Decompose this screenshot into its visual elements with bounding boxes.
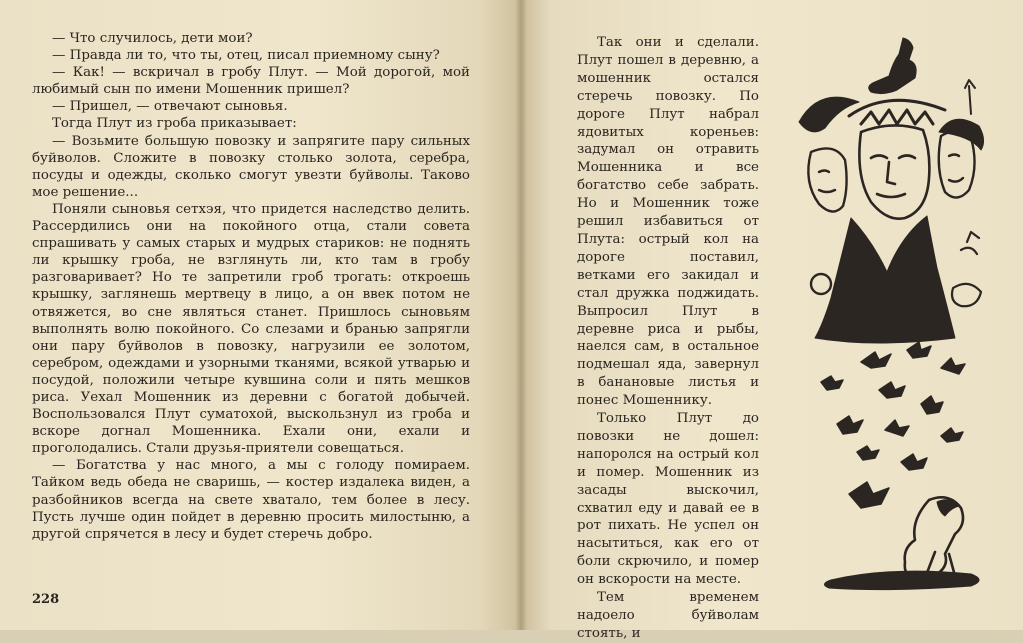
top-figure-icon xyxy=(869,38,916,94)
left-page xyxy=(0,0,521,630)
robe-icon xyxy=(815,216,955,343)
central-face-icon xyxy=(859,125,929,218)
paragraph: — Что случилось, дети мои? xyxy=(52,31,253,46)
illustration-ink-drawing xyxy=(791,32,1001,592)
page-number: 228 xyxy=(32,592,60,607)
book-gutter xyxy=(515,0,527,630)
left-face-icon xyxy=(808,148,846,211)
paragraph: Тем временем надоело буйволам стоять, и xyxy=(577,590,759,641)
paragraph: Так они и сделали. Плут пошел в деревню, а мошенник остался стеречь повозку. По дороге Плут набрал ядовитых кореньев: задумал он отравить Мошенника и все богатство себе забрать. Но и Мошенник тоже решил избавиться от Плута: острый кол на дороге поставил, ветками его закидал и стал дружка поджидать. Выпросил Плут в деревне риса и рыбы, наелся сам, в остальное подмешал яда, завернул в банановые листья и понес Мошеннику. xyxy=(577,35,759,409)
skull-icon xyxy=(811,274,831,294)
paragraph: — Богатства у нас много, а мы с голоду помираем. Тайком ведь обеда не сваришь, — костер издалека виден, а разбойников всегда на свете хватало, тем более в лесу. Пусть лучше один пойдет в деревню просить милостыню, а другой спрячется в лесу и будет стеречь добро. xyxy=(32,458,470,542)
right-page xyxy=(521,0,1023,641)
left-page-text xyxy=(32,30,470,543)
paragraph: Поняли сыновья сетхэя, что придется наследство делить. Рассердились они на покойного отца, стали совета спрашивать у самых старых и мудрых стариков: не поднять ли крышку гроба, не взглянуть ли, кто там в гробу разговаривает? Но те запретили гроб трогать: откроешь крышку, заглянешь мертвецу в лицо, а он ввек потом не отвяжется, во сне являться станет. Пришлось сыновьям выполнять волю покойного. Со слезами и бранью запрягли они пару буйволов в повозку, нагрузили ее золотом, серебром, одеждами и узорными тканями, всякой утварью и посудой, положили четыре кувшина соли и пять мешков риса. Уехал Мошенник из деревни с богатой добычей. Воспользовался Плут суматохой, выскользнул из гроба и вскоре догнал Мошенника. Ехали они, ехали и проголодались. Стали друзья-приятели совещаться. xyxy=(32,201,470,457)
ground-shadow xyxy=(824,571,979,590)
paragraph: Тогда Плут из гроба приказывает: xyxy=(52,116,297,132)
paragraph: — Как! — вскричал в гробу Плут. — Мой дорогой, мой любимый сын по имени Мошенник пришел? xyxy=(32,65,470,98)
right-page-text xyxy=(577,34,759,643)
headdress-icon xyxy=(849,100,945,124)
paragraph: Только Плут до повозки не дошел: напоролся на острый кол и помер. Мошенник из засады выскочил, схватил еду и давай ее в рот пихать. Не успел он насытиться, как его от боли скрючило, и помер он вскорости на месте. xyxy=(577,411,759,588)
paragraph: — Возьмите большую повозку и запрягите пару сильных буйволов. Сложите в повозку столько золота, серебра, посуды и одежды, сколько смогут увезти буйволы. Таково мое решение... xyxy=(32,133,470,200)
right-face-icon xyxy=(939,131,975,197)
crows-icon xyxy=(821,342,965,508)
paragraph: — Правда ли то, что ты, отец, писал приемному сыну? xyxy=(52,48,440,64)
paragraph: — Пришел, — отвечают сыновья. xyxy=(52,99,288,115)
crouching-figure-icon xyxy=(905,497,963,580)
